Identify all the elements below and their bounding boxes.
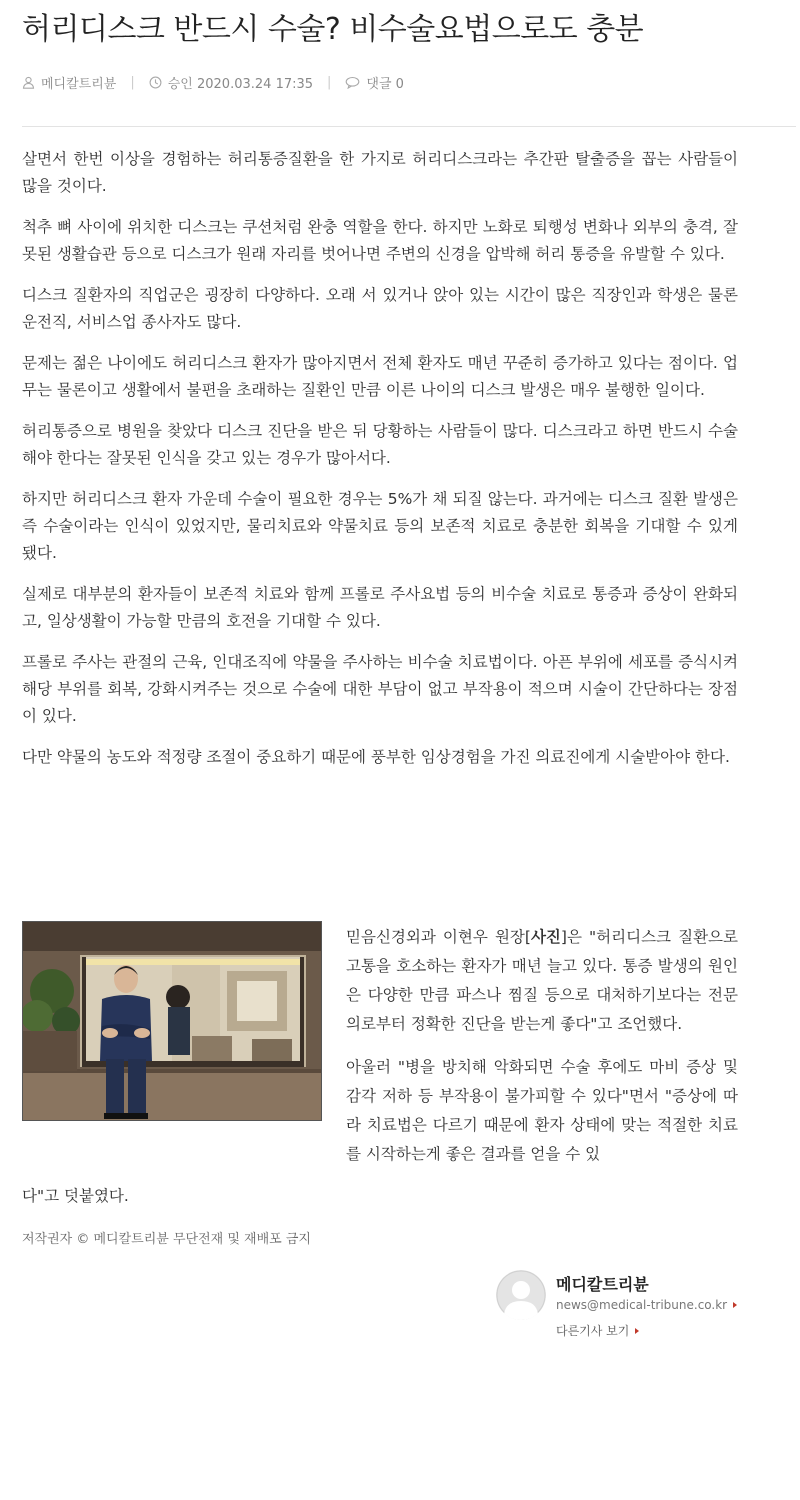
header-divider [22,126,796,127]
article-photo[interactable] [22,921,322,1121]
meta-approved [149,73,313,92]
meta-divider: | [130,74,135,90]
photo-side-text [346,923,738,1183]
avatar [496,1270,546,1320]
article-paragraph: 살면서 한번 이상을 경험하는 허리통증질환을 한 가지로 허리디스크라는 추간판 탈출증을 꼽는 사람들이 많을 것이다. [22,150,738,195]
reporter-email-link[interactable] [556,1298,737,1312]
meta-comments[interactable] [345,73,404,92]
arrow-right-icon [635,1328,639,1334]
meta-author-text: 메디칼트리뷴 [41,76,117,92]
article-meta [22,72,404,92]
quote-paragraph [346,923,738,1039]
meta-approved-text: 승인 2020.03.24 17:35 [167,76,314,92]
article-paragraph: 문제는 젊은 나이에도 허리디스크 환자가 많아지면서 전체 환자도 매년 꾸준히 증가하고 있다는 점이다. 업무는 물론이고 생활에서 불편을 초래하는 질환인 만큼 이른 나이의 디스크 발생은 매우 불행한 일이다. [22,354,738,399]
reporter-email: news@medical-tribune.co.kr [556,1298,728,1312]
doctor-photo [22,921,322,1121]
article-paragraph: 디스크 질환자의 직업군은 굉장히 다양하다. 오래 서 있거나 앉아 있는 시간이 많은 직장인과 학생은 물론 운전직, 서비스업 종사자도 많다. [22,286,738,331]
quote-lead: 믿음신경외과 이현우 원장[ [346,928,531,946]
more-articles-label: 다른기사 보기 [556,1324,630,1338]
clock-icon [149,76,162,89]
quote-rest: ]은 "허리디스크 질환으로 고통을 호소하는 환자가 매년 늘고 있다. 통증 발생의 원인은 다양한 만큼 파스나 찜질 등으로 대처하기보다는 전문의로부터 정확한 진단을 받는게 좋다"고 조언했다. [346,928,739,1033]
copyright-notice: 저작권자 © 메디칼트리뷴 무단전재 및 재배포 금지 [22,1232,311,1247]
quote-paragraph-tail: 다"고 덧붙였다. [22,1187,129,1205]
article-paragraph: 실제로 대부분의 환자들이 보존적 치료와 함께 프롤로 주사요법 등의 비수술 치료로 통증과 증상이 완화되고, 일상생활이 가능할 만큼의 호전을 기대할 수 있다. [22,585,738,630]
article-paragraph: 다만 약물의 농도와 적정량 조절이 중요하기 때문에 풍부한 임상경험을 가진 의료진에게 시술받아야 한다. [22,748,730,766]
arrow-right-icon [733,1302,737,1308]
reporter-name: 메디칼트리뷴 [556,1275,649,1294]
article-body [22,146,738,785]
meta-author[interactable] [22,73,116,92]
more-articles-link[interactable] [556,1322,639,1339]
article-paragraph: 프롤로 주사는 관절의 근육, 인대조직에 약물을 주사하는 비수술 치료법이다. 아픈 부위에 세포를 증식시켜 해당 부위를 회복, 강화시켜주는 것으로 수술에 대한 부담이 없고 부작용이 적으며 시술이 간단하다는 장점이 있다. [22,653,738,725]
default-avatar-icon [496,1270,546,1320]
article-paragraph: 허리통증으로 병원을 찾았다 디스크 진단을 받은 뒤 당황하는 사람들이 많다. 디스크라고 하면 반드시 수술해야 한다는 잘못된 인식을 갖고 있는 경우가 많아서다. [22,422,738,467]
reporter-card [496,1270,796,1350]
article-paragraph: 하지만 허리디스크 환자 가운데 수술이 필요한 경우는 5%가 채 되질 않는다. 과거에는 디스크 질환 발생은 즉 수술이라는 인식이 있었지만, 물리치료와 약물치료 등의 보존적 치료로 충분한 회복을 기대할 수 있게 됐다. [22,490,738,562]
comment-icon [345,76,360,89]
quote-paragraph-2: 아울러 "병을 방치해 악화되면 수술 후에도 마비 증상 및 감각 저하 등 부작용이 불가피할 수 있다"면서 "증상에 따라 치료법은 다르기 때문에 환자 상태에 맞는 적절한 치료를 시작하는게 좋은 결과를 얻을 수 있 [346,1058,738,1163]
article-title: 허리디스크 반드시 수술? 비수술요법으로도 충분 [22,12,644,47]
photo-reference: 사진 [530,928,561,946]
meta-divider: | [327,74,332,90]
meta-comments-text: 댓글 0 [366,76,404,92]
article-paragraph: 척추 뼈 사이에 위치한 디스크는 쿠션처럼 완충 역할을 한다. 하지만 노화로 퇴행성 변화나 외부의 충격, 잘못된 생활습관 등으로 디스크가 원래 자리를 벗어나면 주변의 신경을 압박해 허리 통증을 유발할 수 있다. [22,218,738,263]
person-icon [22,76,35,89]
